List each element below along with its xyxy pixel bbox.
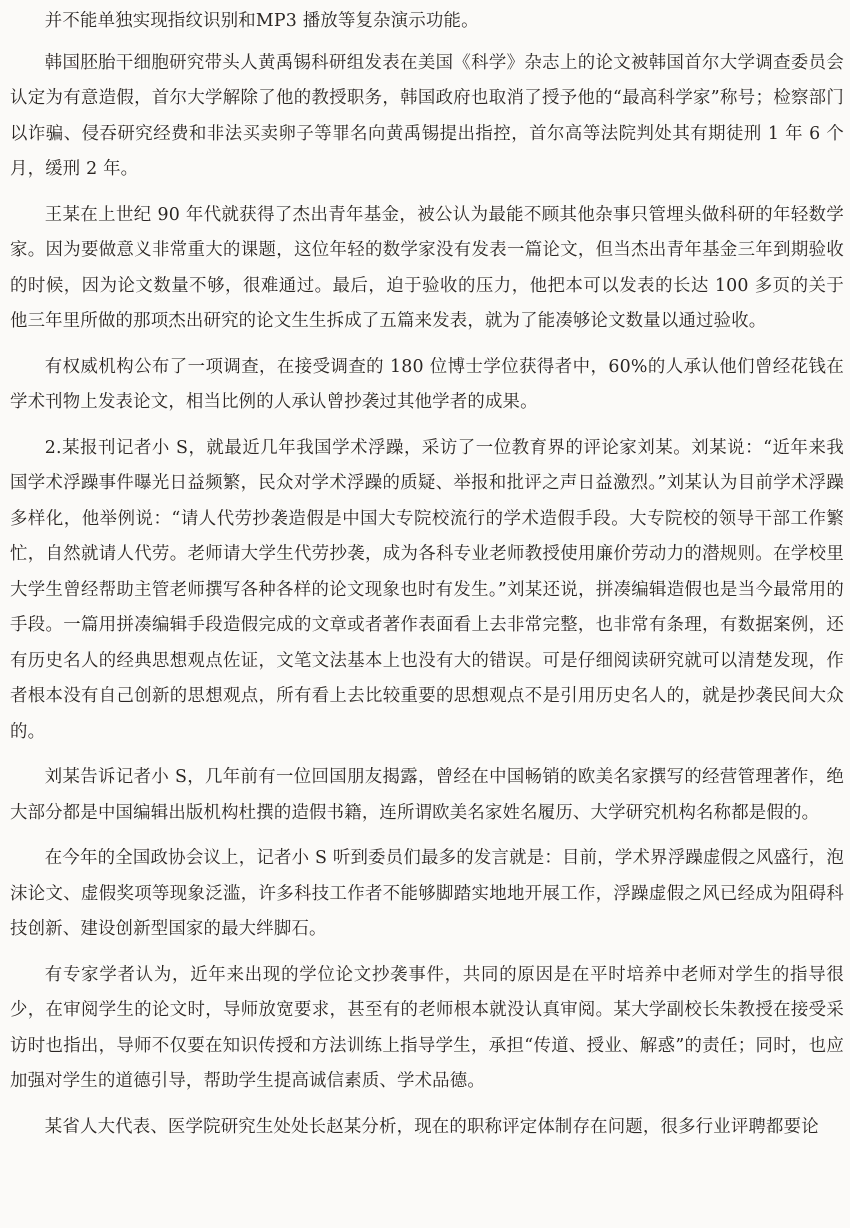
paragraph-reporter-interview: 2.某报刊记者小 S，就最近几年我国学术浮躁，采访了一位教育界的评论家刘某。刘某说：“近年来我国学术浮躁事件曝光日益频繁，民众对学术浮躁的质疑、举报和批评之声日益激烈。”刘某认为目前学术浮躁多样化，他举例说：“请人代劳抄袭造假是中国大专院校流行的学术造假手段。大专院校的领导干部工作繁忙，自然就请人代劳。老师请大学生代劳抄袭，成为各科专业老师教授使用廉价劳动力的潜规则。在学校里大学生曾经帮助主管老师撰写各种各样的论文现象也时有发生。”刘某还说，拼凑编辑造假也是当今最常用的手段。一篇用拼凑编辑手段造假完成的文章或者著作表面看上去非常完整，也非常有条理，有数据案例，还有历史名人的经典思想观点佐证，文笔文法基本上也没有大的错误。可是仔细阅读研究就可以清楚发现，作者根本没有自己创新的思想观点，所有看上去比较重要的思想观点不是引用历史名人的，就是抄袭民间大众的。 — [10, 437, 844, 742]
paragraph-young-mathematician: 王某在上世纪 90 年代就获得了杰出青年基金，被公认为最能不顾其他杂事只管埋头做科研的年轻数学家。因为要做意义非常重大的课题，这位年轻的数学家没有发表一篇论文，但当杰出青年基金三年到期验收的时候，因为论文数量不够，很难通过。最后，迫于验收的压力，他把本可以发表的长达 100 多页的关于他三年里所做的那项杰出研究的论文生生拆成了五篇来发表，就为了能凑够论文数量以通过验收。 — [10, 204, 844, 331]
paragraph-cppcc-meeting: 在今年的全国政协会议上，记者小 S 听到委员们最多的发言就是：目前，学术界浮躁虚假之风盛行，泡沫论文、虚假奖项等现象泛滥，许多科技工作者不能够脚踏实地地开展工作，浮躁虚假之风已经成为阻碍科技创新、建设创新型国家的最大绊脚石。 — [10, 848, 844, 939]
paragraph-title-evaluation: 某省人大代表、医学院研究生处处长赵某分析，现在的职称评定体制存在问题，很多行业评聘都要论 — [44, 1116, 819, 1137]
paragraph-hwang-woo-suk: 韩国胚胎干细胞研究带头人黄禹锡科研组发表在美国《科学》杂志上的论文被韩国首尔大学调查委员会认定为有意造假，首尔大学解除了他的教授职务，韩国政府也取消了授予他的“最高科学家”称号；检察部门以诈骗、侵吞研究经费和非法买卖卵子等罪名向黄禹锡提出指控，首尔高等法院判处其有期徒刑 1 年 6 个月，缓刑 2 年。 — [10, 52, 844, 179]
paragraph-phd-survey: 有权威机构公布了一项调查，在接受调查的 180 位博士学位获得者中，60%的人承认他们曾经花钱在学术刊物上发表论文，相当比例的人承认曾抄袭过其他学者的成果。 — [10, 356, 844, 412]
paragraph-fake-books: 刘某告诉记者小 S，几年前有一位回国朋友揭露，曾经在中国畅销的欧美名家撰写的经营管理著作，绝大部分都是中国编辑出版机构杜撰的造假书籍，连所谓欧美名家姓名履历、大学研究机构名称都是假的。 — [10, 767, 844, 823]
paragraph-mp3-demo: 并不能单独实现指纹识别和MP3 播放等复杂演示功能。 — [44, 11, 479, 31]
paragraph-expert-opinion: 有专家学者认为，近年来出现的学位论文抄袭事件，共同的原因是在平时培养中老师对学生的指导很少，在审阅学生的论文时，导师放宽要求，甚至有的老师根本就没认真审阅。某大学副校长朱教授在接受采访时也指出，导师不仅要在知识传授和方法训练上指导学生，承担“传道、授业、解惑”的责任；同时，也应加强对学生的道德引导，帮助学生提高诚信素质、学术品德。 — [10, 964, 844, 1091]
